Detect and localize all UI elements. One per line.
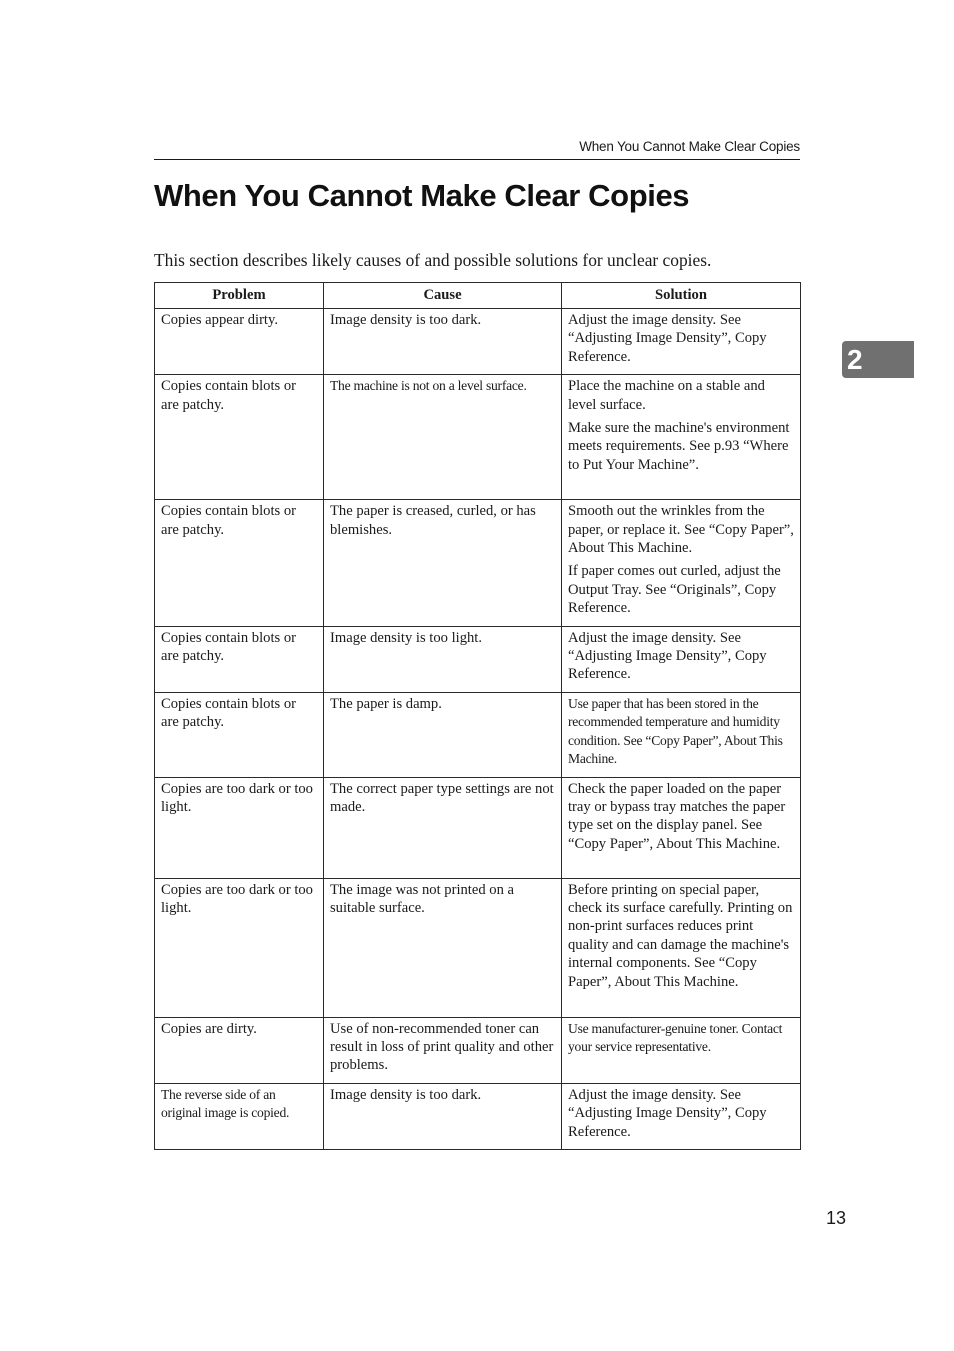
solution-cell	[562, 777, 801, 878]
solution-cell	[562, 1083, 801, 1149]
table-row	[155, 500, 801, 626]
page-number: 13	[825, 1208, 846, 1228]
table-row	[155, 309, 801, 375]
cause-cell: Use of non-recommended toner can result in loss of print quality and other problems.	[324, 1017, 562, 1083]
cause-cell: The image was not printed on a suitable surface.	[324, 878, 562, 1017]
solution-text: Adjust the image density. See “Adjusting Image Density”, Copy Reference.	[568, 312, 767, 365]
solution-cell	[562, 692, 801, 777]
solution-text: If paper comes out curled, adjust the Output Tray. See “Originals”, Copy Reference.	[568, 563, 781, 617]
cause-cell: The correct paper type settings are not made.	[324, 777, 562, 878]
troubleshooting-table	[154, 282, 801, 1150]
table-row	[155, 1083, 801, 1149]
cause-cell: Image density is too dark.	[324, 1083, 562, 1149]
cause-cell: The paper is creased, curled, or has blemishes.	[324, 500, 562, 626]
problem-cell: Copies contain blots or are patchy.	[155, 692, 324, 777]
problem-cell: Copies are too dark or too light.	[155, 777, 324, 878]
solution-cell	[562, 878, 801, 1017]
table-row	[155, 1017, 801, 1083]
solution-text: Adjust the image density. See “Adjusting Image Density”, Copy Reference.	[568, 629, 767, 683]
cause-cell: Image density is too dark.	[324, 309, 562, 375]
solution-text: Use paper that has been stored in the recommended temperature and humidity condition. See “Copy Paper”, About This Machine.	[568, 695, 783, 767]
table-header-row	[155, 283, 801, 309]
column-header-solution: Solution	[562, 283, 801, 309]
problem-cell: Copies contain blots or are patchy.	[155, 626, 324, 692]
running-header: When You Cannot Make Clear Copies	[579, 139, 800, 154]
chapter-tab: 2	[842, 341, 914, 378]
solution-cell	[562, 626, 801, 692]
solution-text: Use manufacturer-genuine toner. Contact your service representative.	[568, 1020, 783, 1054]
solution-cell	[562, 1017, 801, 1083]
cause-cell: The machine is not on a level surface.	[324, 375, 562, 500]
solution-text: Before printing on special paper, check its surface carefully. Printing on non-print surfaces reduces print quality and can damage the machine's internal components. See “Copy Paper”, About This Machine.	[568, 881, 793, 990]
problem-cell: Copies contain blots or are patchy.	[155, 500, 324, 626]
column-header-problem: Problem	[155, 283, 324, 309]
solution-cell	[562, 309, 801, 375]
table-row	[155, 878, 801, 1017]
intro-paragraph: This section describes likely causes of and possible solutions for unclear copies.	[154, 250, 712, 270]
problem-cell: Copies contain blots or are patchy.	[155, 375, 324, 500]
solution-text: Make sure the machine's environment meets requirements. See p.93 “Where to Put Your Machine”.	[568, 420, 790, 473]
header-rule	[154, 159, 800, 160]
solution-text: Smooth out the wrinkles from the paper, or replace it. See “Copy Paper”, About This Machine.	[568, 503, 794, 557]
solution-text: Check the paper loaded on the paper tray or bypass tray matches the paper type set on the display panel. See “Copy Paper”, About This Machine.	[568, 780, 786, 852]
cause-cell: The paper is damp.	[324, 692, 562, 777]
table-row	[155, 375, 801, 500]
problem-cell: The reverse side of an original image is copied.	[155, 1083, 324, 1149]
problem-cell: Copies are too dark or too light.	[155, 878, 324, 1017]
solution-text: Adjust the image density. See “Adjusting Image Density”, Copy Reference.	[568, 1086, 767, 1140]
solution-text: Place the machine on a stable and level surface.	[568, 378, 765, 413]
table-row	[155, 692, 801, 777]
cause-cell: Image density is too light.	[324, 626, 562, 692]
problem-cell: Copies are dirty.	[155, 1017, 324, 1083]
problem-cell: Copies appear dirty.	[155, 309, 324, 375]
solution-cell	[562, 375, 801, 500]
solution-cell	[562, 500, 801, 626]
page-title: When You Cannot Make Clear Copies	[154, 178, 690, 213]
table-row	[155, 626, 801, 692]
table-row	[155, 777, 801, 878]
column-header-cause: Cause	[324, 283, 562, 309]
